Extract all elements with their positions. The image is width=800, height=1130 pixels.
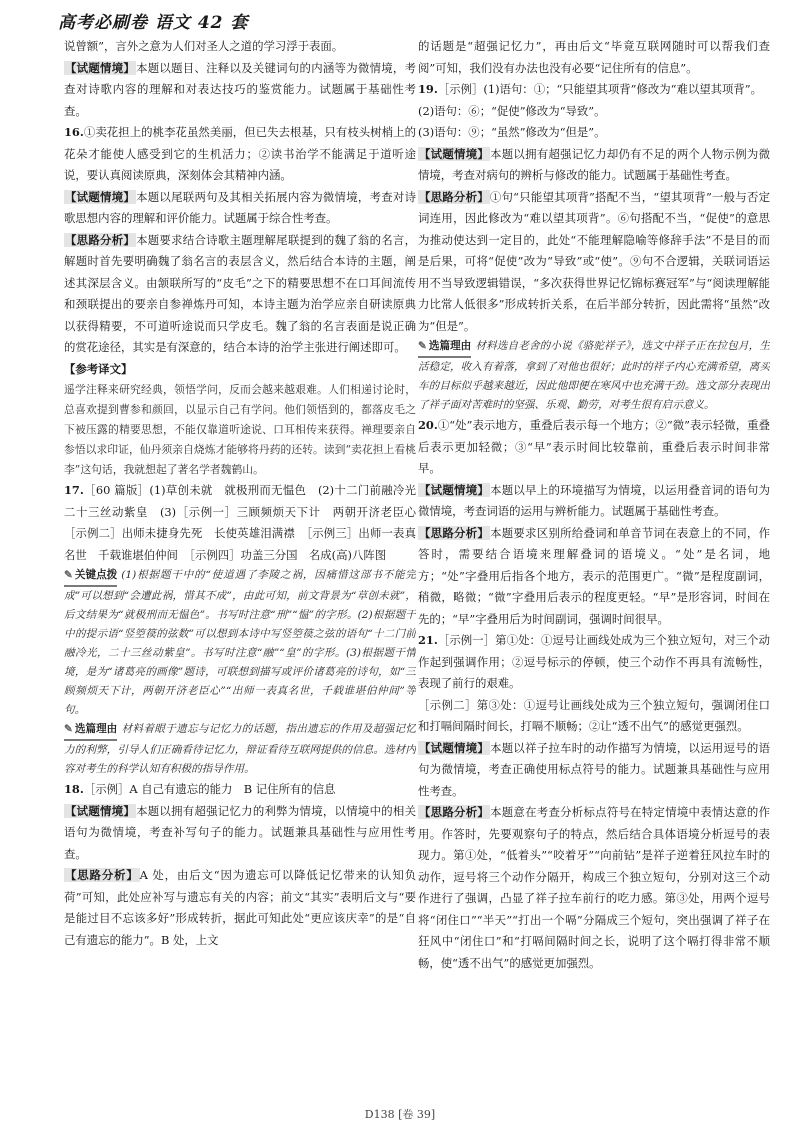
paragraph-text: 本题以题目、注释以及关键词句的内涵等为微情境，考查对诗歌内容的理解和对表达技巧的鉴赏能力。试题属于基础性考查。 xyxy=(64,60,416,118)
section-tag: 【思路分析】 xyxy=(65,232,136,247)
note-badge-label: 选篇理由 xyxy=(428,340,472,352)
annotated-paragraph xyxy=(64,187,416,230)
question-number: 20. xyxy=(418,418,438,432)
paragraph-text: 本题要求结合诗歌主题理解尾联提到的魏了翁的名言，解题时首先要明确魏了翁名言的表层含义，然后结合本诗的主题，阐述其深层含义。由颔联所写的“皮毛”之下的精要思想不在口耳间流传和颈联提出的要亲自参禅炼丹可知，本诗主题为治学应亲自研读原典以获得精要，不可道听途说而只学皮毛。魏了翁的名言表面是说正确的赏花途径，其实是有深意的，结合本诗的治学主张进行阐述即可。 xyxy=(64,232,416,354)
annotated-paragraph xyxy=(418,738,770,803)
note-text: 材料着眼于遗忘与记忆力的话题，指出遗忘的作用及超强记忆力的利弊，引导人们正确看待记忆力，辩证看待互联网提供的信息。选材内容对考生的科学认知有积极的指导作用。 xyxy=(64,723,416,775)
paragraph: 说曾额”，言外之意为人们对圣人之道的学习浮于表面。 xyxy=(64,39,344,53)
left-column xyxy=(64,36,416,1096)
question-number: 19. xyxy=(418,82,438,96)
annotated-paragraph xyxy=(418,187,770,338)
note-badge xyxy=(64,566,117,587)
note-text: (1)根据题干中的“使道遇了李陵之祸，因痛惜这部书不能完成”可以想到“会遭此祸，惜其不成”，由此可知，前文背景为“草创未就”，后文结果为“就极刑而无愠色”。书写时注意“刑”“愠”的字形。(2)根据题干中的提示语“竖箜篌的弦数”可以想到本诗中写竖箜篌之弦的语句“十二门前融冷光，二十三丝动紫皇”。书写时注意“融”“皇”的字形。(3)根据题干情境，是为“诸葛亮的画像”题诗，可联想到描写或评价诸葛亮的诗句，如“三顾频烦天下计，两朝开济老臣心”“出师一表真名世，千载谁堪伯仲间”等句。 xyxy=(64,569,416,716)
section-tag: 【试题情境】 xyxy=(419,482,490,497)
section-tag: 【思路分析】 xyxy=(419,805,490,819)
question-number: 21. xyxy=(418,633,438,647)
note-block xyxy=(64,720,416,779)
answer-text: ［示例一］第①处：①逗号让画线处成为三个独立短句，对三个动作起到强调作用；②逗号标示的停顿，使三个动作不再具有流畅性，表现了前行的艰难。 xyxy=(418,633,770,690)
paragraph-text: 本题以拥有超强记忆力却仍有不足的两个人物示例为微情境，考查对病句的辨析与修改的能力。试题属于基础性考查。 xyxy=(418,146,770,182)
paragraph: 的话题是“超强记忆力”，再由后文“毕竟互联网随时可以帮我们查阅”可知，我们没有办法也没有必要“记住所有的信息”。 xyxy=(418,39,770,75)
question-number: 18. xyxy=(64,782,84,796)
annotated-paragraph xyxy=(64,230,416,359)
pen-icon: ✎ xyxy=(64,569,73,581)
annotated-paragraph xyxy=(418,480,770,523)
paragraph-text: 本题意在考查分析标点符号在特定情境中表情达意的作用。作答时，先要观察句子的特点，然后结合具体语境分析逗号的表现力。第①处，“低着头”“咬着牙”“向前钻”是祥子逆着狂风拉车时的动作，逗号将三个动作分隔开，构成三个独立短句，分别对这三个动作进行了强调，凸显了祥子拉车前行的吃力感。第③处，用两个逗号将“闭住口”“半天”“打出一个嗝”分隔成三个短句，突出强调了祥子在狂风中“闭住口”和“打嗝间隔时间之长，说明了这个嗝打得非常不顺畅，使“透不出气”的感觉更加强烈。 xyxy=(418,805,770,970)
question-answer xyxy=(64,480,416,566)
annotated-paragraph xyxy=(418,802,770,974)
note-badge-label: 关键点拨 xyxy=(74,569,118,581)
paragraph-text: 本题以拥有超强记忆力的利弊为情境，以情境中的相关语句为微情境，考查补写句子的能力。试题兼具基础性与应用性考查。 xyxy=(64,803,416,861)
note-badge-label: 选篇理由 xyxy=(74,723,118,735)
answer-text: ①卖花担上的桃李花虽然美丽，但已失去根基，只有枝头树梢上的花朵才能使人感受到它的生机活力；②读书治学不能满足于道听途说，要认真阅读原典，深刻体会其精神内涵。 xyxy=(64,125,416,182)
right-column xyxy=(418,36,770,1096)
section-tag: 【试题情境】 xyxy=(65,189,136,204)
paragraph: (2)语句：⑥；“促使”修改为“导致”。 xyxy=(418,103,606,118)
paragraph-text: 本题以尾联两句及其相关拓展内容为微情境，考查对诗歌思想内容的理解和评价能力。试题属于综合性考查。 xyxy=(64,189,416,225)
section-tag: 【试题情境】 xyxy=(65,803,136,818)
section-tag: 【思路分析】 xyxy=(419,189,489,204)
answer-text: ①“处”表示地方，重叠后表示每一个地方；②“微”表示轻微，重叠后表示更加轻微；③“早”表示时间比较靠前，重叠后表示时间非常早。 xyxy=(418,418,770,475)
paragraph-text: ①句“只能望其项背”搭配不当，“望其项背”一般与否定词连用，因此修改为“难以望其项背”。⑥句搭配不当，“促使”的意思为推动使达到一定目的，此处“不能理解隐喻等修辞手法”不是目的而是后果，可将“促使”改为“导致”或“使”。⑨句不合逻辑，关联词语运用不当导致逻辑错误，“多次获得世界记忆锦标赛冠军”与“阅读理解能力比常人低很多”形成转折关系，在后半部分转折，因此需将“虽然”改为“但是”。 xyxy=(418,189,770,333)
annotated-paragraph xyxy=(418,523,770,631)
question-answer xyxy=(64,122,416,187)
note-block xyxy=(418,337,770,415)
page-footer: D138 [卷 39] xyxy=(364,1108,436,1121)
annotated-paragraph xyxy=(418,144,770,187)
pen-icon: ✎ xyxy=(418,340,427,352)
section-tag: 【思路分析】 xyxy=(419,525,490,540)
page-header: 高考必刷卷 语文 42 套 xyxy=(58,13,249,33)
section-tag: 【试题情境】 xyxy=(65,60,136,75)
reference-title: 【参考译文】 xyxy=(64,361,133,376)
note-text: 材料选自老舍的小说《骆驼祥子》，选文中祥子正在拉包月，生活稳定，收入有着落，拿到了对他也很好；此时的祥子内心充满希望，离买车的目标似乎越来越近，因此他即便在寒风中也充满干劲。选文部分表现出了祥子面对苦难时的坚强、乐观、勤劳，对考生很有启示意义。 xyxy=(418,340,770,411)
section-tag: 【试题情境】 xyxy=(419,740,490,755)
question-answer xyxy=(418,79,770,101)
paragraph: (3)语句：⑨；“虽然”修改为“但是”。 xyxy=(418,125,606,139)
paragraph: ［示例二］第③处：①逗号让画线处成为三个独立短句，强调闭住口和打嗝间隔时间长，打嗝不顺畅；②让“透不出气”的感觉更强烈。 xyxy=(418,697,770,733)
paragraph-text: 本题要求区别所给叠词和单音节词在表意上的不同，作答时，需要结合语境来理解叠词的语境义。“处”是名词，地方；“处”字叠用后指各个地方，表示的范围更广。“微”是程度副词，稍微，略微；“微”字叠用后表示的程度更轻。“早”是形容词，时间在先的；“早”字叠用后为时间副词，强调时间很早。 xyxy=(418,525,770,626)
section-tag: 【思路分析】 xyxy=(65,868,139,882)
annotated-paragraph xyxy=(64,58,416,123)
question-answer xyxy=(418,630,770,695)
note-block xyxy=(64,566,416,720)
answer-text: ［60 篇版］(1)草创未就 就极刑而无愠色 (2)十二门前融冷光 二十三丝动紫皇 (3)［示例一］三顾频烦天下计 两朝开济老臣心 ［示例二］出师未捷身先死 长使英雄泪满襟 ［示例三］出师一表真名世 千载谁堪伯仲间 ［示例四］功盖三分国 名成(高)八阵图 xyxy=(64,483,416,562)
annotated-paragraph xyxy=(64,801,416,866)
annotated-paragraph xyxy=(64,865,416,951)
question-number: 17. xyxy=(64,483,84,497)
note-badge xyxy=(64,720,117,741)
note-badge xyxy=(418,337,471,358)
section-tag: 【试题情境】 xyxy=(419,146,490,161)
reference-translation: 遥学注释来研究经典，领悟学问，反而会越来越艰难。人们相递讨论时，总喜欢提到曹参和颜回，以显示自己有学问。他们领悟到的，都落皮毛之下被压露的精要思想，不能仅靠道听途说、口耳相传来获得。禅理要亲自参悟以求印证，仙丹须亲自烧炼才能够将丹药的还转。读到“卖花担上看桃李”这句话，我就想起了著名学者魏鹤山。 xyxy=(64,383,416,476)
paragraph-text: A 处，由后文“因为遗忘可以降低记忆带来的认知负荷”可知，此处应补写与遗忘有关的内容；前文“其实”表明后文与“要是能过目不忘该多好”形成转折，据此可知此处“更应该庆幸”的是“自己有遗忘的能力”。B 处，上文 xyxy=(64,868,416,947)
question-number: 16. xyxy=(64,125,84,139)
paragraph-text: 本题以早上的环境描写为情境，以运用叠音词的语句为微情境，考查词语的运用与辨析能力。试题属于基础性考查。 xyxy=(418,482,770,518)
answer-text: ［示例］A 自己有遗忘的能力 B 记住所有的信息 xyxy=(83,782,336,796)
paragraph-text: 本题以祥子拉车时的动作描写为情境，以运用逗号的语句为微情境，考查正确使用标点符号的能力。试题兼具基础性与应用性考查。 xyxy=(418,740,770,798)
pen-icon: ✎ xyxy=(64,723,73,735)
question-answer xyxy=(418,415,770,480)
question-answer xyxy=(64,779,416,801)
answer-text: ［示例］(1)语句：①；“只能望其项背”修改为“难以望其项背”。 xyxy=(437,82,763,96)
